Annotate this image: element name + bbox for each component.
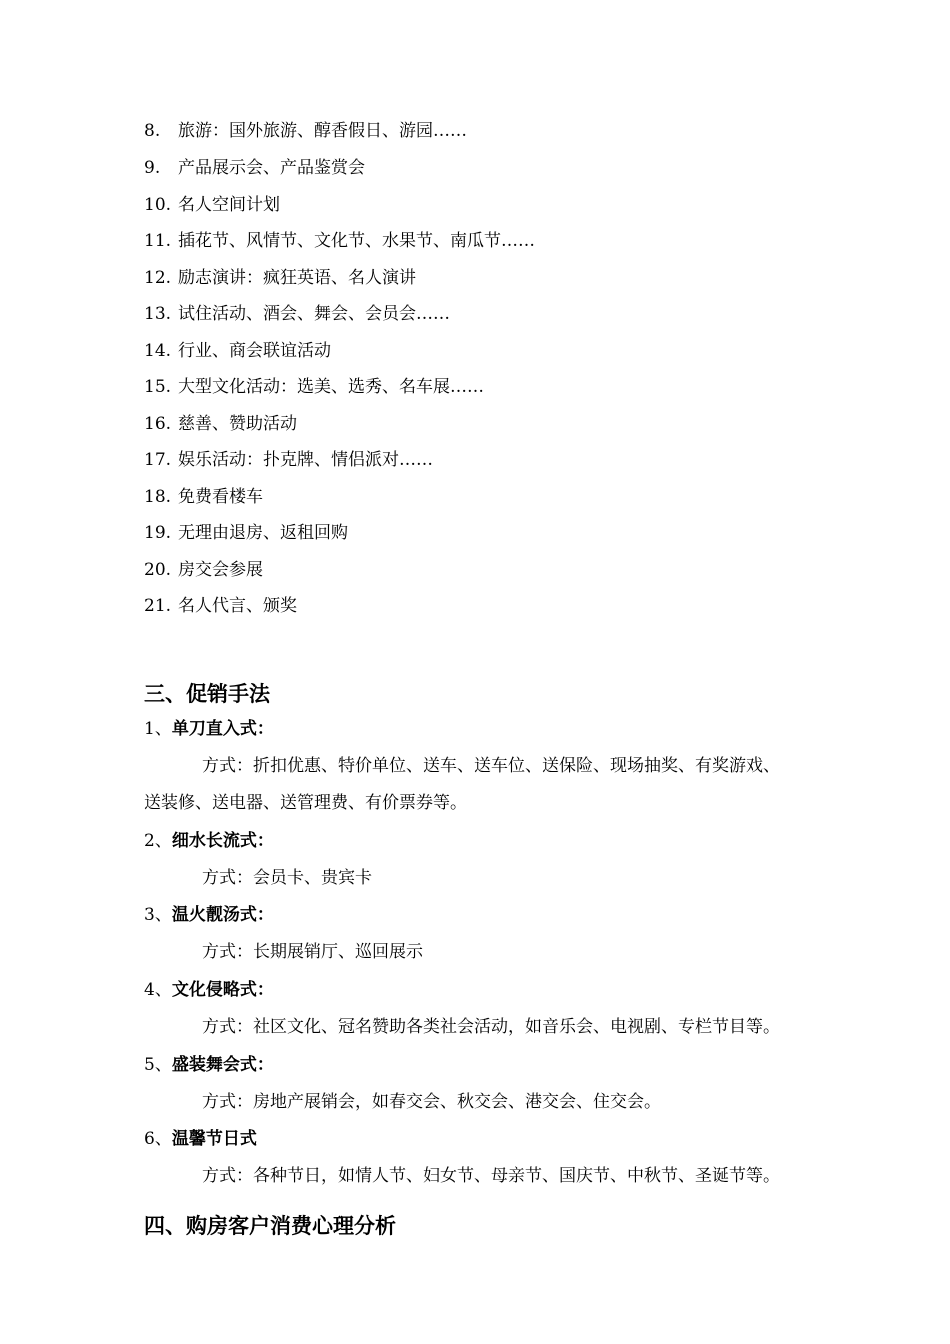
- method-title: 盛装舞会式：: [171, 1055, 274, 1075]
- list-text: 大型文化活动：选美、选秀、名车展……: [178, 377, 484, 397]
- method-description: 方式：长期展销厅、巡回展示: [202, 942, 423, 962]
- list-number: 21.: [144, 596, 172, 616]
- list-number: 20.: [144, 560, 172, 580]
- list-text: 产品展示会、产品鉴赏会: [178, 158, 365, 178]
- list-text: 名人空间计划: [178, 195, 280, 215]
- method-prefix: 4、: [144, 980, 172, 1000]
- list-item: [144, 303, 450, 325]
- list-text: 无理由退房、返租回购: [178, 523, 348, 543]
- method-description: 方式：房地产展销会，如春交会、秋交会、港交会、住交会。: [202, 1092, 661, 1112]
- method-heading: [144, 1128, 257, 1150]
- method-prefix: 6、: [144, 1129, 172, 1149]
- list-text: 插花节、风情节、文化节、水果节、南瓜节……: [178, 231, 535, 251]
- method-title: 温馨节日式: [171, 1129, 257, 1149]
- method-description-continued: 送装修、送电器、送管理费、有价票券等。: [144, 793, 467, 813]
- list-item: [144, 449, 433, 471]
- list-item: [144, 522, 348, 544]
- method-title: 温火靓汤式：: [171, 905, 274, 925]
- list-text: 励志演讲：疯狂英语、名人演讲: [178, 268, 416, 288]
- method-description: 方式：会员卡、贵宾卡: [202, 868, 372, 888]
- list-text: 慈善、赞助活动: [178, 414, 297, 434]
- list-item: [144, 559, 263, 581]
- list-number: 14.: [144, 341, 172, 361]
- method-heading: [144, 904, 274, 926]
- list-text: 房交会参展: [178, 560, 263, 580]
- list-item: [144, 376, 484, 398]
- list-number: 17.: [144, 450, 172, 470]
- list-text: 试住活动、酒会、舞会、会员会……: [178, 304, 450, 324]
- list-item: [144, 340, 331, 362]
- list-number: 15.: [144, 377, 172, 397]
- method-prefix: 3、: [144, 905, 172, 925]
- method-heading: [144, 979, 274, 1001]
- method-prefix: 2、: [144, 831, 172, 851]
- list-item: [144, 595, 297, 617]
- method-prefix: 1、: [144, 719, 172, 739]
- list-number: 11.: [144, 231, 172, 251]
- method-title: 文化侵略式：: [171, 980, 274, 1000]
- list-number: 9.: [144, 158, 161, 178]
- list-number: 10.: [144, 195, 172, 215]
- list-item: [144, 120, 467, 142]
- list-item: [144, 157, 365, 179]
- method-heading: [144, 1054, 274, 1076]
- list-number: 16.: [144, 414, 172, 434]
- method-heading: [144, 718, 274, 740]
- list-text: 行业、商会联谊活动: [178, 341, 331, 361]
- list-number: 8.: [144, 121, 161, 141]
- method-title: 细水长流式：: [171, 831, 274, 851]
- list-text: 旅游：国外旅游、醇香假日、游园……: [178, 121, 467, 141]
- method-title: 单刀直入式：: [171, 719, 274, 739]
- list-text: 免费看楼车: [178, 487, 263, 507]
- list-text: 名人代言、颁奖: [178, 596, 297, 616]
- method-description: 方式：折扣优惠、特价单位、送车、送车位、送保险、现场抽奖、有奖游戏、: [202, 756, 780, 776]
- list-item: [144, 486, 263, 508]
- method-description: 方式：社区文化、冠名赞助各类社会活动，如音乐会、电视剧、专栏节目等。: [202, 1017, 780, 1037]
- method-description: 方式：各种节日，如情人节、妇女节、母亲节、国庆节、中秋节、圣诞节等。: [202, 1166, 780, 1186]
- list-text: 娱乐活动：扑克牌、情侣派对……: [178, 450, 433, 470]
- list-number: 19.: [144, 523, 172, 543]
- list-item: [144, 194, 280, 216]
- list-item: [144, 267, 416, 289]
- section-heading-consumer-psychology: 四、购房客户消费心理分析: [144, 1214, 396, 1238]
- section-heading-promotion-methods: 三、促销手法: [144, 682, 270, 706]
- list-number: 13.: [144, 304, 172, 324]
- list-item: [144, 230, 535, 252]
- method-heading: [144, 830, 274, 852]
- list-number: 12.: [144, 268, 172, 288]
- list-number: 18.: [144, 487, 172, 507]
- method-prefix: 5、: [144, 1055, 172, 1075]
- list-item: [144, 413, 297, 435]
